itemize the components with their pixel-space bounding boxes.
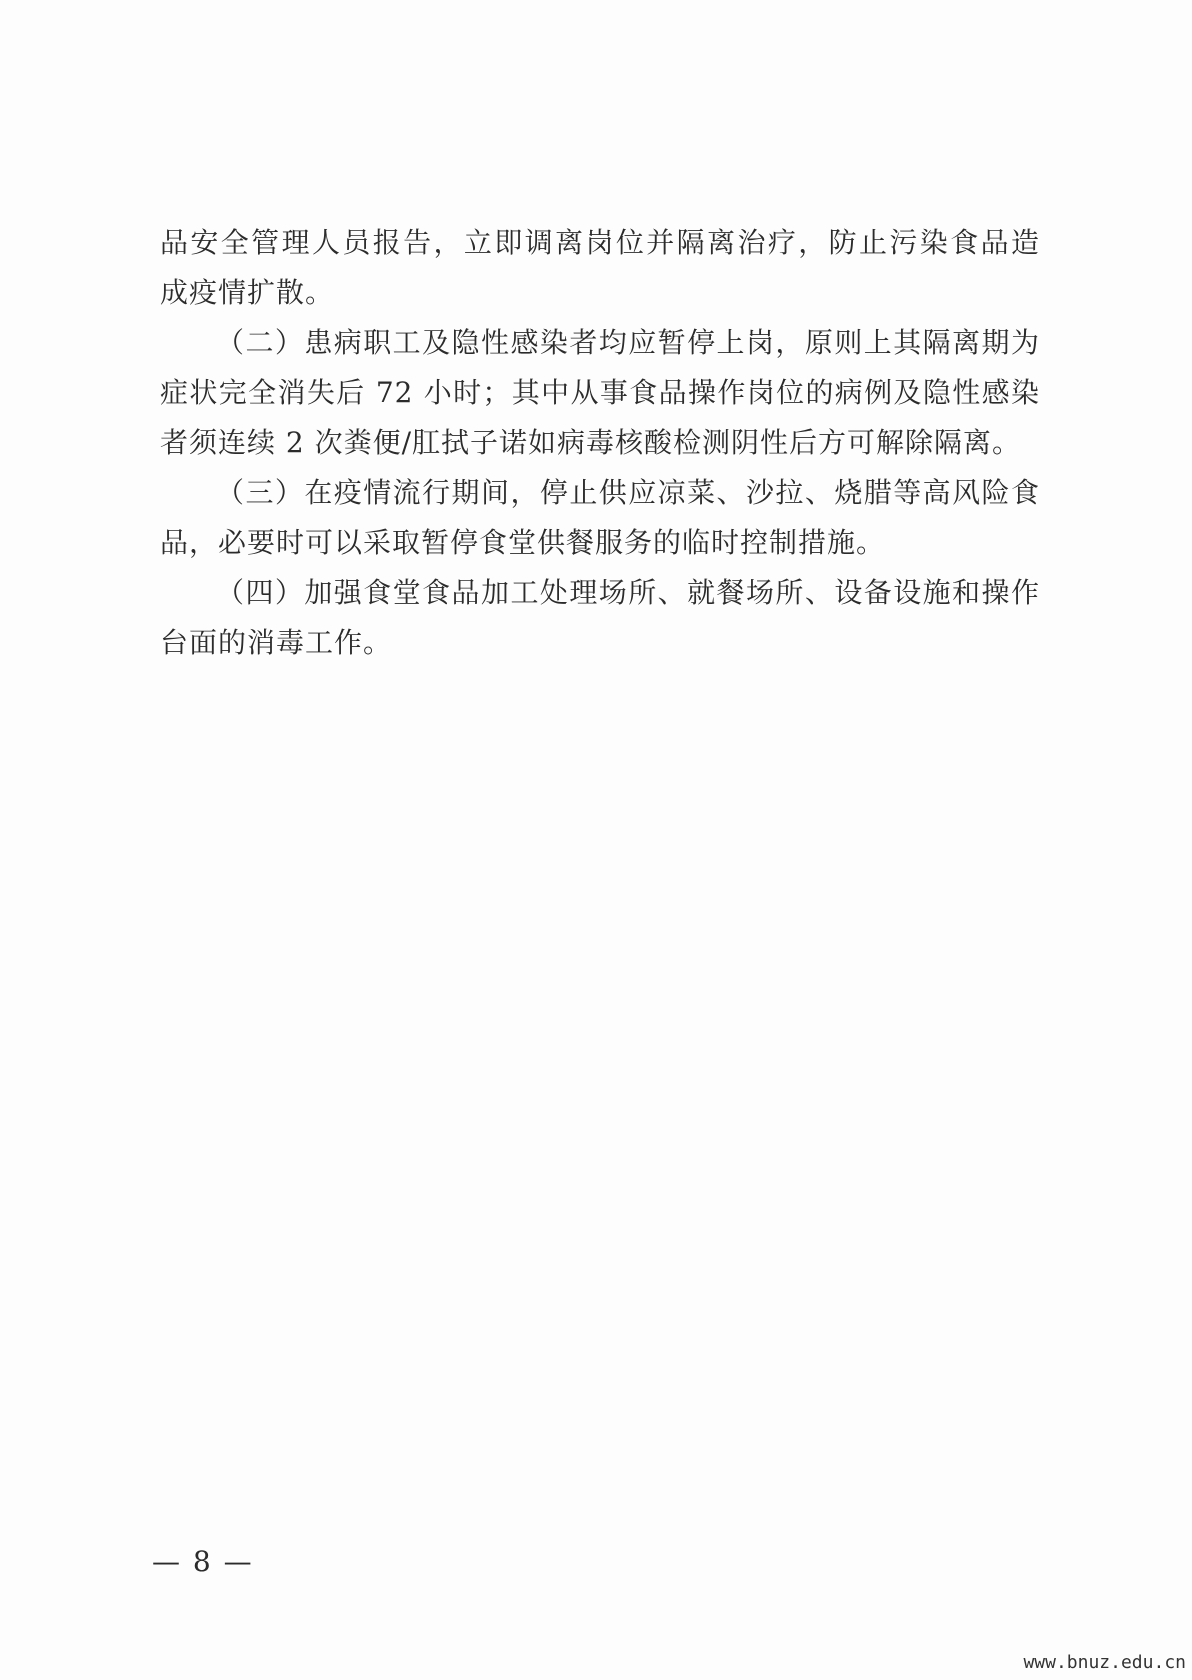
paragraph-2-line: （二）患病职工及隐性感染者均应暂停上岗，原则上其隔离期为 <box>216 326 1040 359</box>
page-number: — 8 — <box>152 1545 254 1578</box>
text-line: 台面的消毒工作。 <box>160 626 393 659</box>
body-text <box>160 218 1040 668</box>
text-line: 者须连续 2 次粪便/肛拭子诺如病毒核酸检测阴性后方可解除隔离。 <box>160 426 1022 459</box>
text-line: 品，必要时可以采取暂停食堂供餐服务的临时控制措施。 <box>160 526 886 559</box>
paragraph-4-line: （四）加强食堂食品加工处理场所、就餐场所、设备设施和操作 <box>216 576 1040 609</box>
site-watermark: www.bnuz.edu.cn <box>1023 1652 1186 1673</box>
text-line: 成疫情扩散。 <box>160 276 335 309</box>
text-line: 品安全管理人员报告，立即调离岗位并隔离治疗，防止污染食品造 <box>160 226 1040 259</box>
text-line: 症状完全消失后 72 小时；其中从事食品操作岗位的病例及隐性感染 <box>160 376 1040 409</box>
paragraph-3-line: （三）在疫情流行期间，停止供应凉菜、沙拉、烧腊等高风险食 <box>216 476 1040 509</box>
